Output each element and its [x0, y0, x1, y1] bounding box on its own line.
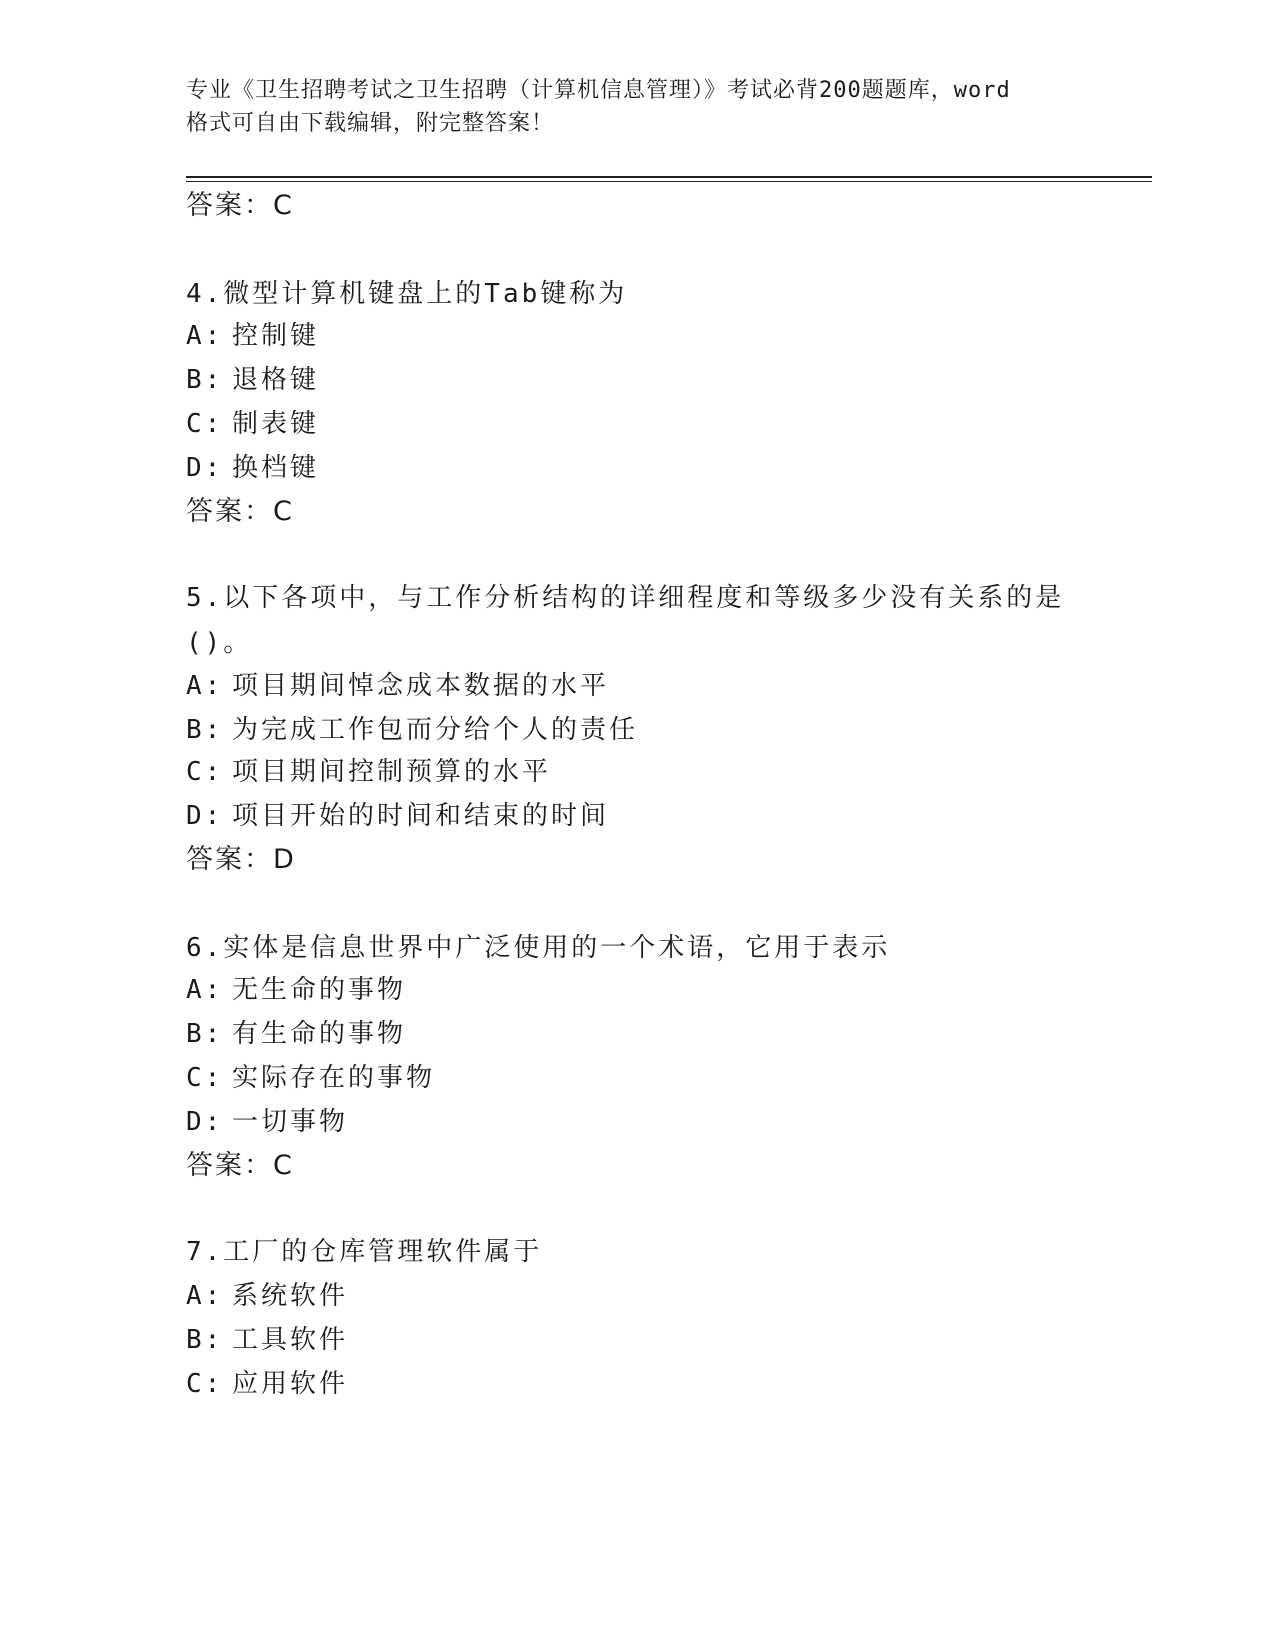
option-key: D: [186, 1107, 224, 1137]
option-text: 应用软件 [232, 1369, 349, 1399]
option-text: 无生命的事物 [232, 975, 407, 1005]
option-text: 实际存在的事物 [232, 1063, 436, 1093]
option-text: 项目期间悼念成本数据的水平 [232, 671, 610, 701]
answer-label: 答案： [186, 496, 273, 527]
option-text: 制表键 [232, 409, 320, 439]
answer-value: C [273, 190, 294, 221]
option-key: C: [186, 409, 224, 439]
q4-option-c [186, 404, 319, 444]
question-5-line-1: 5.以下各项中，与工作分析结构的详细程度和等级多少没有关系的是 [186, 583, 1065, 613]
q4-option-b [186, 360, 319, 400]
answer-value: D [273, 844, 296, 875]
header-line-2: 格式可自由下载编辑，附完整答案！ [186, 111, 555, 136]
option-text: 项目开始的时间和结束的时间 [232, 801, 610, 831]
question-4: 4.微型计算机键盘上的Tab键称为 [186, 279, 628, 309]
option-text: 为完成工作包而分给个人的责任 [232, 715, 639, 745]
option-key: D: [186, 801, 224, 831]
option-key: C: [186, 1369, 224, 1399]
answer-q5 [186, 840, 296, 880]
option-text: 一切事物 [232, 1107, 349, 1137]
option-key: A: [186, 671, 224, 701]
option-key: C: [186, 757, 224, 787]
answer-value: C [273, 496, 294, 527]
q6-option-a [186, 970, 406, 1010]
option-key: B: [186, 1019, 224, 1049]
question-6: 6.实体是信息世界中广泛使用的一个术语，它用于表示 [186, 933, 891, 963]
option-key: A: [186, 321, 224, 351]
question-5 [186, 576, 1066, 666]
q5-option-c [186, 752, 551, 792]
question-5-line-2: ()。 [186, 628, 253, 658]
option-key: A: [186, 975, 224, 1005]
q4-option-d [186, 448, 319, 488]
option-text: 系统软件 [232, 1281, 349, 1311]
answer-value: C [273, 1150, 294, 1181]
q4-option-a [186, 316, 319, 356]
option-key: B: [186, 1325, 224, 1355]
q6-option-d [186, 1102, 348, 1142]
option-text: 项目期间控制预算的水平 [232, 757, 552, 787]
q5-option-b [186, 710, 638, 750]
answer-q3 [186, 186, 294, 226]
q5-option-a [186, 666, 609, 706]
q7-option-a [186, 1276, 348, 1316]
answer-q6 [186, 1146, 294, 1186]
document-header [186, 74, 1106, 140]
answer-label: 答案： [186, 190, 273, 221]
q6-option-c [186, 1058, 435, 1098]
header-rule-thick [186, 176, 1152, 178]
option-text: 换档键 [232, 453, 320, 483]
option-key: A: [186, 1281, 224, 1311]
header-line-1: 专业《卫生招聘考试之卫生招聘（计算机信息管理）》考试必背200题题库，word [186, 78, 1011, 103]
header-rule-thin [186, 181, 1152, 182]
option-text: 退格键 [232, 365, 320, 395]
option-text: 控制键 [232, 321, 320, 351]
answer-q4 [186, 492, 294, 532]
question-7: 7.工厂的仓库管理软件属于 [186, 1237, 543, 1267]
option-key: B: [186, 715, 224, 745]
q7-option-b [186, 1320, 348, 1360]
option-text: 工具软件 [232, 1325, 349, 1355]
option-text: 有生命的事物 [232, 1019, 407, 1049]
option-key: B: [186, 365, 224, 395]
option-key: C: [186, 1063, 224, 1093]
q6-option-b [186, 1014, 406, 1054]
option-key: D: [186, 453, 224, 483]
answer-label: 答案： [186, 844, 273, 875]
q7-option-c [186, 1364, 348, 1404]
answer-label: 答案： [186, 1150, 273, 1181]
q5-option-d [186, 796, 609, 836]
